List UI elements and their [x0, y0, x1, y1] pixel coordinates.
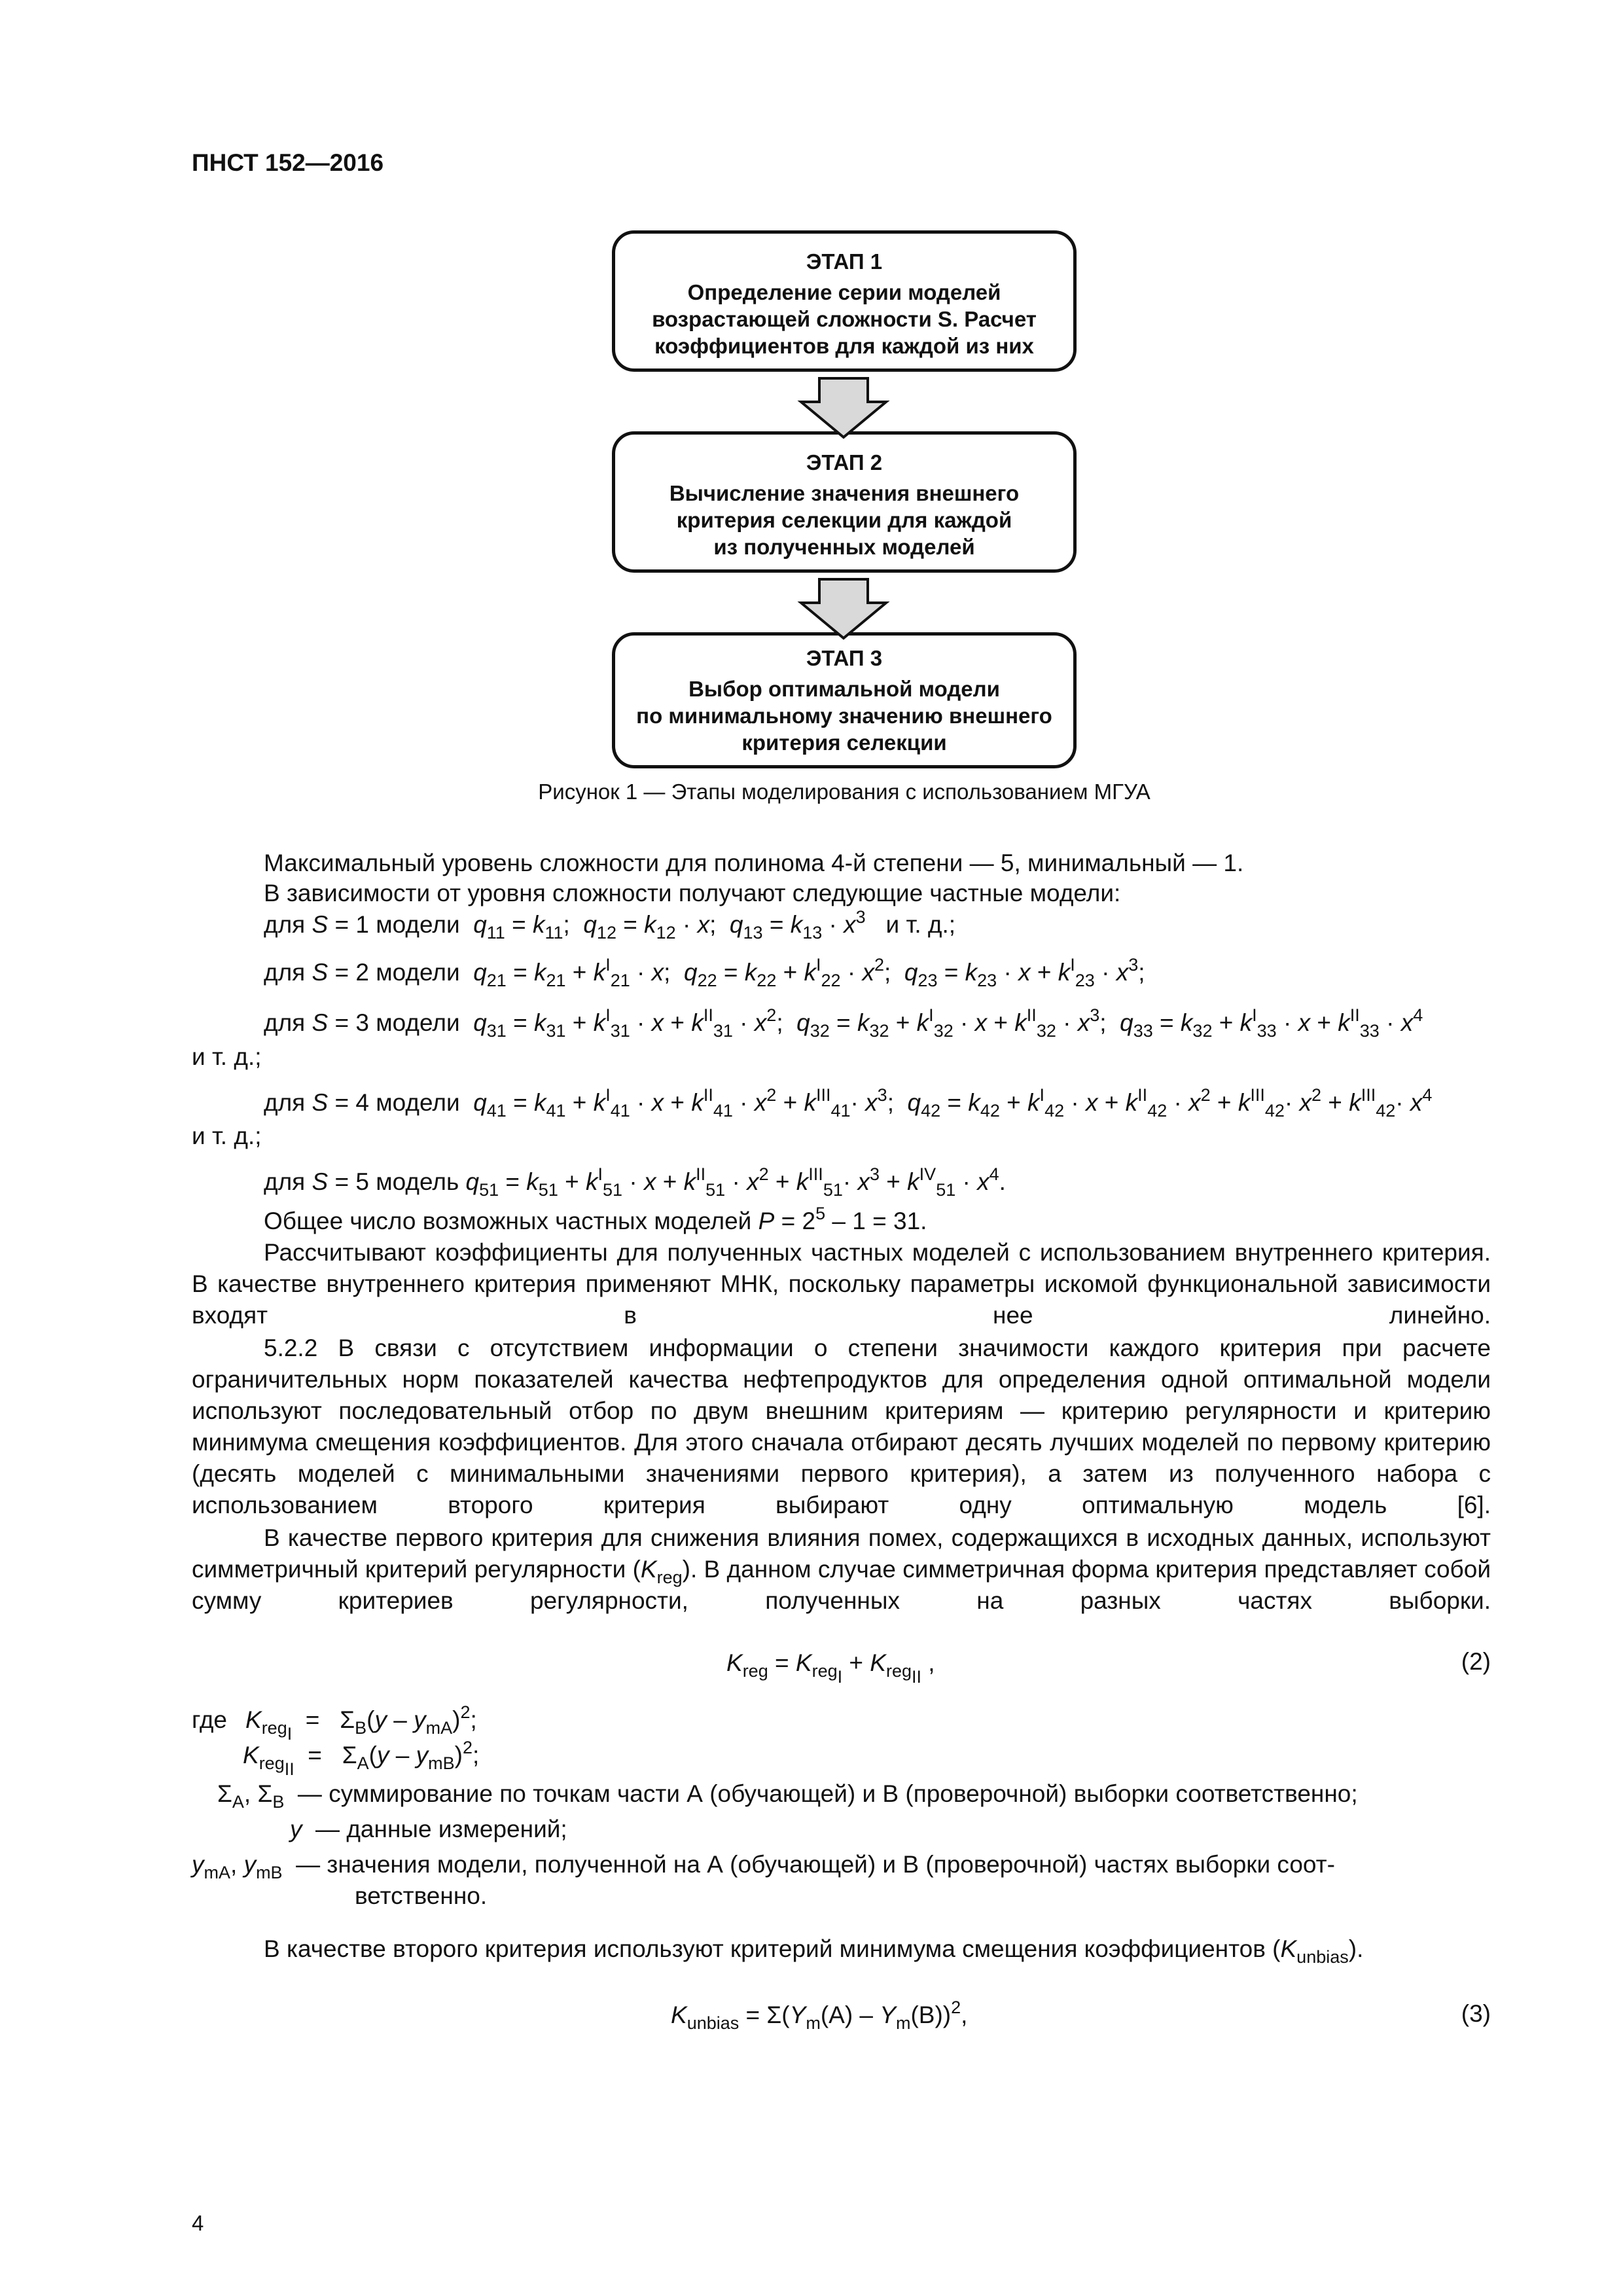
stage-1-title: ЭТАП 1	[806, 249, 883, 274]
etc-text: и т. д.;	[192, 1122, 262, 1149]
stage-2-line: Вычисление значения внешнего	[669, 481, 1020, 505]
formula-3: $K_{unbias} = \Sigma(Y_m(A) - Y_m(B))^2$,	[671, 1998, 968, 2033]
flow-arrows	[0, 0, 1623, 785]
paragraph: Рассчитывают коэффициенты для полученных частных моделей с использованием внутреннего критерия. В качестве внутреннего критерия применяют МНК, поскольку параметры искомой функциональной зависимости входят в нее линейно.	[192, 1239, 1491, 1329]
def-ym-cont: ветственно.	[355, 1882, 488, 1909]
stage-3-line: критерия селекции	[741, 730, 947, 755]
def-ym: $y_{mA}$, $y_{mB}$ — значения модели, полученной на А (обучающей) и В (проверочной) частях выборки соот-	[192, 1851, 1335, 1882]
paragraph: В качестве второго критерия используют критерий минимума смещения коэффициентов $(K_{unbias})$.	[264, 1935, 1364, 1967]
def-kreg1: $K_{reg_I} = \Sigma_B(y - y_{mA})^2$;	[245, 1702, 477, 1744]
stage-3-line: по минимальному значению внешнего	[636, 704, 1052, 728]
stage-2-title: ЭТАП 2	[806, 450, 883, 475]
def-sum: $\Sigma_A$, $\Sigma_B$ — суммирование по точкам части А (обучающей) и В (проверочной) выборки соответственно;	[217, 1780, 1358, 1812]
stage-1-line: возрастающей сложности S. Расчет	[652, 307, 1037, 331]
model-line-s2: для S = 2 модели $q_{21} = k_{21} + k^I_{21} \cdot x$; $q_{22} = k_{22} + k^I_{22} \cdot x^2$; $q_{23} = k_{23} \cdot x + k^I_{23} \cdot x^3$;	[264, 955, 1145, 990]
def-y: y — данные измерений;	[290, 1816, 567, 1842]
stage-1-line: коэффициентов для каждой из них	[654, 334, 1034, 358]
formula-2: $K_{reg} = K_{reg_I} + K_{reg_{II}}$ ,	[726, 1649, 935, 1687]
stage-2-line: критерия селекции для каждой	[676, 508, 1012, 532]
model-line-s3: для S = 3 модели $q_{31} = k_{31} + k^I_{31} \cdot x + k^{II}_{31} \cdot x^2$; $q_{32} = k_{32} + k^I_{32} \cdot x + k^{II}_{32} \cdot x^3$; $q_{33} = k_{32} + k^I_{33} \cdot x + k^{II}_{33} \cdot x^4$	[264, 1005, 1423, 1041]
model-line-s1: для S = 1 модели $q_{11} = k_{11}$; $q_{12} = k_{12} \cdot x$; $q_{13} = k_{13} \cdot x^3$ и т. д.;	[264, 907, 956, 942]
down-arrow-icon	[801, 378, 886, 437]
figure-caption: Рисунок 1 — Этапы моделирования с использованием МГУА	[538, 780, 1150, 804]
total-models-line: Общее число возможных частных моделей $P = 2^5 - 1 = 31$.	[264, 1204, 927, 1234]
page-number: 4	[192, 2211, 204, 2235]
paragraph: 5.2.2 В связи с отсутствием информации о степени значимости каждого критерия при расчете ограничительных норм показателей качества нефтепродуктов для определения одной оптимальной модели используют последовательный отбор по двум внешним критериям — критерию регулярности и критерию минимума смещения коэффициентов. Для этого сначала отбирают десять лучших моделей по первому критерию (десять моделей с минимальными значениями первого критерия), а затем из полученного набора с использованием второго критерия выбирают одну оптимальную модель [6].	[192, 1335, 1491, 1518]
stage-1-line: Определение серии моделей	[687, 280, 1001, 304]
model-line-s5: для S = 5 модель $q_{51} = k_{51} + k^I_{51} \cdot x + k^{II}_{51} \cdot x^2 + k^{III}_{51}\cdot x^3 + k^{IV}_{51} \cdot x^4$.	[264, 1164, 1006, 1200]
stage-3-line: Выбор оптимальной модели	[688, 677, 1000, 701]
def-kreg2: $K_{reg_{II}} = \Sigma_A(y - y_{mB})^2$;	[243, 1738, 480, 1779]
paragraph: В качестве первого критерия для снижения влияния помех, содержащихся в исходных данных, используют симметричный критерий регулярности $(K_{reg})$. В данном случае симметричная форма критерия представляет собой сумму критериев регулярности, полученных на разных частях выборки.	[192, 1524, 1491, 1614]
where-label: где	[192, 1706, 228, 1733]
paragraph: В зависимости от уровня сложности получают следующие частные модели:	[264, 880, 1121, 906]
document-header: ПНСТ 152—2016	[192, 149, 384, 176]
stage-3-title: ЭТАП 3	[806, 646, 883, 670]
equation-number: (3)	[1461, 2000, 1491, 2027]
stage-2-line: из полученных моделей	[713, 535, 975, 559]
model-line-s4: для S = 4 модели $q_{41} = k_{41} + k^I_{41} \cdot x + k^{II}_{41} \cdot x^2 + k^{III}_{41}\cdot x^3$; $q_{42} = k_{42} + k^I_{42} \cdot x + k^{II}_{42} \cdot x^2 + k^{III}_{42}\cdot x^2 + k^{III}_{42}\cdot x^4$	[264, 1085, 1433, 1121]
down-arrow-icon	[801, 579, 886, 638]
equation-number: (2)	[1461, 1648, 1491, 1675]
etc-text: и т. д.;	[192, 1043, 262, 1070]
paragraph: Максимальный уровень сложности для полинома 4-й степени — 5, минимальный — 1.	[264, 850, 1244, 876]
